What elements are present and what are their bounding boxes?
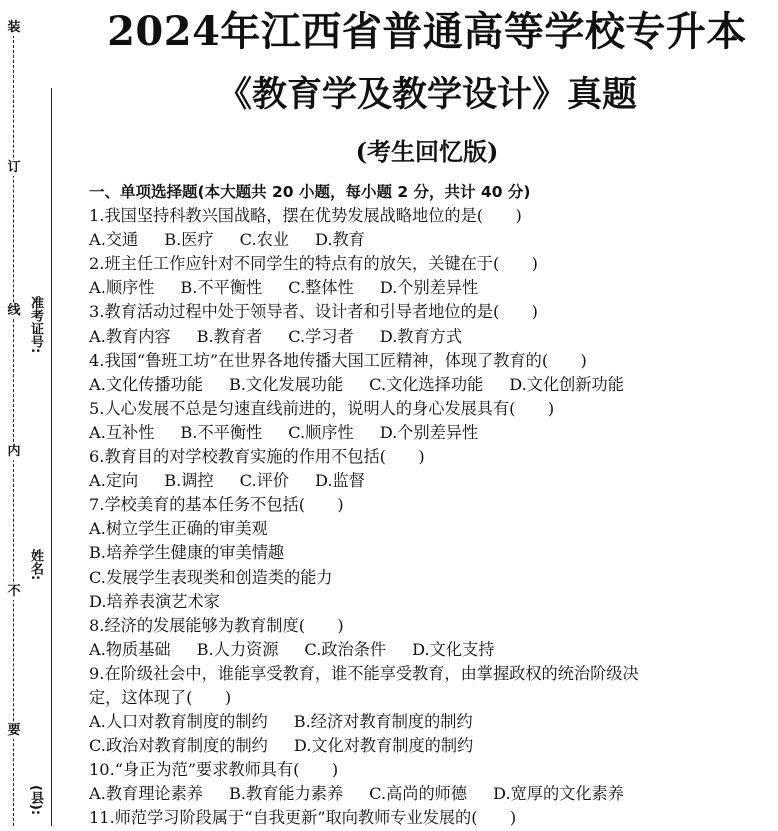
question-stem: 1.我国坚持科教兴国战略，摆在优势发展战略地位的是( ) bbox=[89, 206, 522, 226]
question-stem: 2.班主任工作应针对不同学生的特点有的放矢，关键在于( ) bbox=[89, 254, 538, 274]
question-options bbox=[89, 421, 769, 445]
question-stem: 7.学校美育的基本任务不包括( ) bbox=[89, 495, 344, 515]
question-options bbox=[89, 469, 769, 493]
name-label: 姓名: bbox=[28, 549, 43, 581]
option-text: A.教育理论素养 bbox=[89, 784, 203, 804]
question-stem: 6.教育目的对学校教育实施的作用不包括( ) bbox=[89, 447, 425, 467]
option-text: D.宽厚的文化素养 bbox=[493, 784, 624, 804]
binding-dashed-line bbox=[13, 30, 14, 826]
option-text: A.互补性 bbox=[89, 422, 155, 442]
option-text: C.高尚的师德 bbox=[369, 784, 468, 804]
question-stem: 定，这体现了( ) bbox=[89, 687, 232, 707]
option-text: D.个别差异性 bbox=[379, 422, 479, 442]
question-options bbox=[89, 782, 769, 806]
option-text: D.教育 bbox=[314, 230, 365, 250]
section-heading: 一、单项选择题(本大题共 20 小题，每小题 2 分，共计 40 分) bbox=[89, 183, 531, 201]
binding-char-zhuang: 装 bbox=[7, 20, 21, 35]
option-text: D.文化对教育制度的制约 bbox=[293, 736, 474, 756]
question-options bbox=[89, 325, 769, 349]
option-text: B.人力资源 bbox=[196, 639, 279, 659]
exam-id-label: 准考证号: bbox=[28, 296, 43, 354]
question-stem: 4.我国“鲁班工坊”在世界各地传播大国工匠精神，体现了教育的( ) bbox=[89, 350, 587, 370]
question-list bbox=[89, 204, 769, 830]
option-text: B.文化发展功能 bbox=[228, 374, 344, 394]
option-text: D.监督 bbox=[314, 471, 365, 491]
option-text: C.农业 bbox=[239, 230, 289, 250]
option-text: D.文化支持 bbox=[412, 639, 495, 659]
option-text: A.物质基础 bbox=[89, 639, 171, 659]
question-stem: 9.在阶级社会中，谁能享受教育，谁不能享受教育，由掌握政权的统治阶级决 bbox=[89, 663, 639, 683]
option-text: B.经济对教育制度的制约 bbox=[293, 712, 473, 732]
edition-note: (考生回忆版) bbox=[355, 137, 499, 166]
binding-char-bu: 不 bbox=[7, 584, 21, 599]
page-title: 2024年江西省普通高等学校专升本 bbox=[107, 8, 747, 55]
option-text: C.政治条件 bbox=[304, 639, 387, 659]
question-options bbox=[89, 228, 769, 252]
option-text: B.不平衡性 bbox=[180, 278, 263, 298]
option-text: B.不平衡性 bbox=[180, 422, 263, 442]
page-subtitle: 《教育学及教学设计》真题 bbox=[216, 74, 637, 115]
option-text: C.发展学生表现类和创造类的能力 bbox=[89, 567, 333, 587]
option-text: A.顺序性 bbox=[89, 278, 155, 298]
option-text: D.文化创新功能 bbox=[509, 374, 624, 394]
binding-char-ding: 订 bbox=[7, 160, 21, 175]
question-options bbox=[89, 517, 769, 541]
question-stem: 8.经济的发展能够为教育制度( ) bbox=[89, 615, 344, 635]
option-text: C.整体性 bbox=[288, 278, 354, 298]
question-options bbox=[89, 734, 769, 758]
option-text: C.学习者 bbox=[288, 326, 354, 346]
field-solid-line bbox=[51, 88, 52, 826]
option-text: A.教育内容 bbox=[89, 326, 171, 346]
option-text: A.树立学生正确的审美观 bbox=[89, 519, 268, 539]
option-text: D.个别差异性 bbox=[379, 278, 479, 298]
question-stem: 3.教育活动过程中处于领导者、设计者和引导者地位的是( ) bbox=[89, 302, 538, 322]
option-text: C.顺序性 bbox=[288, 422, 354, 442]
option-text: A.人口对教育制度的制约 bbox=[89, 712, 268, 732]
question-options bbox=[89, 566, 769, 590]
question-options bbox=[89, 276, 769, 300]
option-text: B.教育者 bbox=[196, 326, 263, 346]
binding-char-yao: 要 bbox=[7, 723, 21, 738]
question-options bbox=[89, 373, 769, 397]
option-text: B.医疗 bbox=[164, 230, 214, 250]
binding-char-xian: 线 bbox=[7, 303, 21, 318]
option-text: B.调控 bbox=[164, 471, 214, 491]
binding-char-nei: 内 bbox=[7, 444, 21, 459]
question-options bbox=[89, 590, 769, 614]
option-text: C.政治对教育制度的制约 bbox=[89, 736, 268, 756]
option-text: A.文化传播功能 bbox=[89, 374, 203, 394]
option-text: A.定向 bbox=[89, 471, 139, 491]
option-text: A.交通 bbox=[89, 230, 139, 250]
question-stem: 10.“身正为范”要求教师具有( ) bbox=[89, 760, 339, 780]
option-text: D.培养表演艺术家 bbox=[89, 591, 220, 611]
option-text: C.评价 bbox=[239, 471, 289, 491]
question-options bbox=[89, 710, 769, 734]
option-text: B.培养学生健康的审美情趣 bbox=[89, 543, 285, 563]
option-text: B.教育能力素养 bbox=[228, 784, 344, 804]
question-options bbox=[89, 541, 769, 565]
option-text: D.教育方式 bbox=[379, 326, 463, 346]
binding-margin bbox=[0, 0, 76, 826]
question-stem: 5.人心发展不总是匀速直线前进的，说明人的身心发展具有( ) bbox=[89, 398, 555, 418]
question-content bbox=[89, 180, 769, 831]
question-stem: 11.师范学习阶段属于“自我更新”取向教师专业发展的( ) bbox=[89, 808, 517, 828]
question-options bbox=[89, 638, 769, 662]
county-label: (县): bbox=[28, 785, 43, 816]
option-text: C.文化选择功能 bbox=[369, 374, 484, 394]
